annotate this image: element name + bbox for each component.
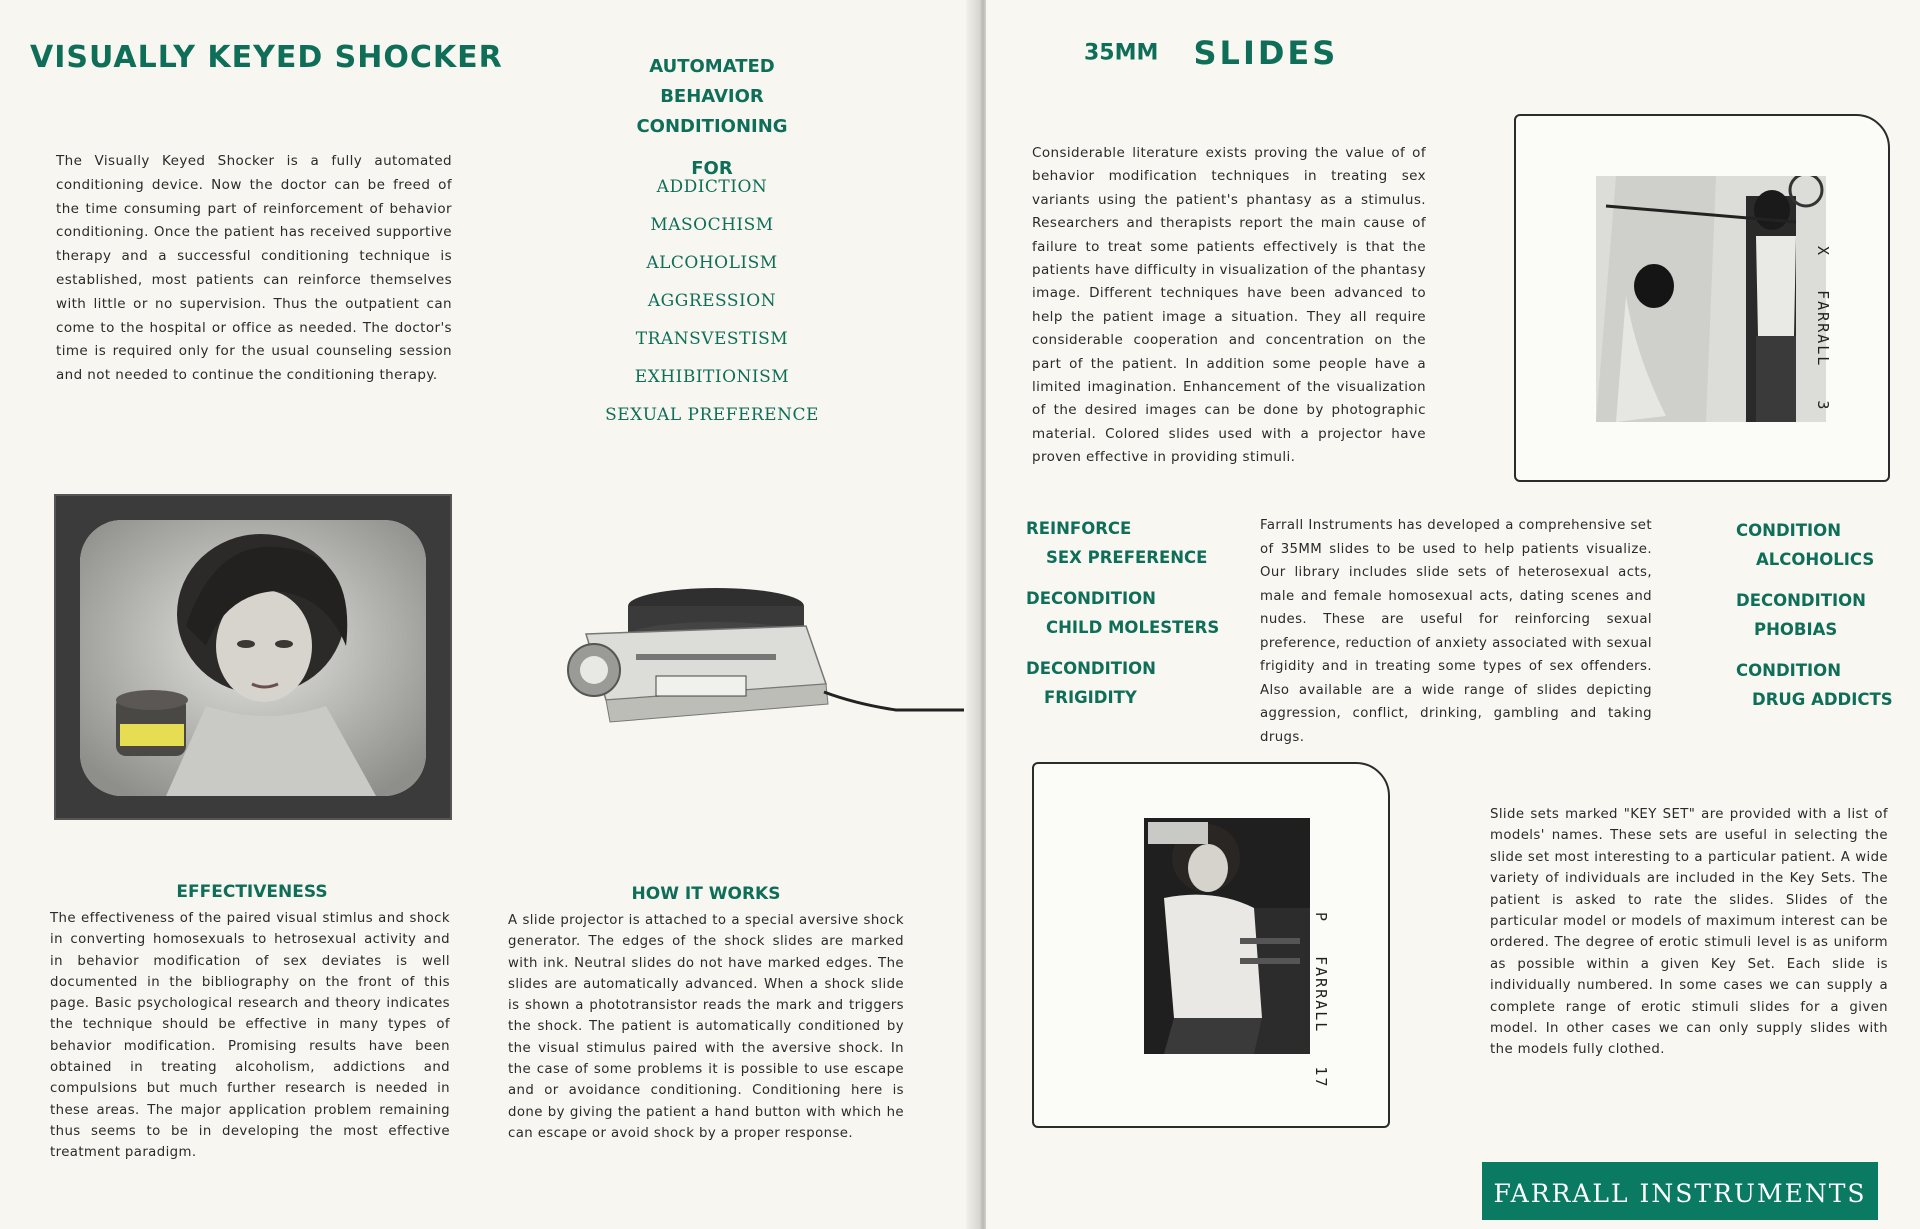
left-page-title: VISUALLY KEYED SHOCKER	[30, 40, 503, 75]
right-page	[986, 0, 1920, 1229]
use-item	[1736, 656, 1916, 714]
uses-right-list	[1736, 516, 1916, 714]
slide-p-frame	[1032, 762, 1390, 1128]
use-item-line2: FRIGIDITY	[1044, 688, 1137, 707]
slide-p-label: P FARRALL 17	[1312, 912, 1330, 1089]
use-item	[1026, 654, 1226, 712]
condition-item: ADDICTION	[656, 177, 768, 197]
how-it-works-paragraph: A slide projector is attached to a special aversive shock generator. The edges of the shock slides are marked with ink. Neutral slides do not have marked edges. The slides are automatically advanced. When a shock slide is shown a phototransistor reads the mark and triggers the shock. The patient is automatically conditioned by the visual stimulus paired with the aversive shock. In the case of some problems it is possible to use escape and or avoidance conditioning. Conditioning here is done by giving the patient a hand button with which he can escape or avoid shock by a proper response.	[508, 913, 904, 1141]
use-item-line1: CONDITION	[1736, 661, 1842, 680]
slide-x-photo	[1596, 176, 1826, 422]
slide-x-frame	[1514, 114, 1890, 482]
use-item-line1: DECONDITION	[1026, 659, 1156, 678]
use-item-line2: CHILD MOLESTERS	[1046, 618, 1220, 637]
farrall-instruments-logo: FARRALL INSTRUMENTS	[1482, 1162, 1878, 1220]
slides-title-big: SLIDES	[1193, 34, 1339, 72]
how-it-works-heading: HOW IT WORKS	[631, 884, 781, 904]
intro-paragraph: The Visually Keyed Shocker is a fully automated conditioning device. Now the doctor can be freed of the time consuming part of reinforcement of behavior conditioning. Once the patient has received supportive therapy and a successful conditioning technique is established, most patients can reinforce themselves with little or no supervision. Thus the outpatient can come to the hospital or office as needed. The doctor's time is required only for the usual counseling session and not needed to continue the conditioning therapy.	[56, 153, 452, 384]
center-heading-line2: BEHAVIOR CONDITIONING	[636, 86, 788, 137]
uses-left-list	[1026, 514, 1226, 712]
use-item-line1: DECONDITION	[1736, 591, 1866, 610]
condition-item: AGGRESSION	[647, 291, 777, 311]
condition-item: MASOCHISM	[650, 215, 774, 235]
use-item-line2: PHOBIAS	[1754, 620, 1838, 639]
library-paragraph: Farrall Instruments has developed a comprehensive set of 35MM slides to be used to help patients visualize. Our library includes slide sets of heterosexual acts, male and female homosexual acts, dating scenes and nudes. These are useful for reinforcing sexual preference, reduction of anxiety associated with sexual frigidity and in treating some types of sex offenders. Also available are a wide range of slides depicting aggression, conflict, drinking, gambling and taking drugs.	[1260, 518, 1652, 745]
use-item	[1736, 516, 1916, 574]
use-item-line2: DRUG ADDICTS	[1752, 690, 1893, 709]
condition-item: SEXUAL PREFERENCE	[605, 405, 819, 425]
slide-x-label: X FARRALL 3	[1814, 246, 1832, 412]
effectiveness-heading: EFFECTIVENESS	[176, 882, 328, 902]
use-item-line1: REINFORCE	[1026, 519, 1132, 538]
tv-screen-photo	[54, 494, 452, 820]
condition-item: EXHIBITIONISM	[634, 367, 790, 387]
use-item	[1736, 586, 1916, 644]
woman-on-screen-image	[56, 496, 450, 818]
use-item-line1: DECONDITION	[1026, 589, 1156, 608]
conditions-list	[582, 168, 842, 434]
center-heading-line1: AUTOMATED	[649, 56, 775, 77]
condition-item: TRANSVESTISM	[635, 329, 789, 349]
center-heading	[592, 52, 832, 184]
slide-p-photo	[1144, 818, 1310, 1054]
slides-intro-paragraph: Considerable literature exists proving the value of of behavior modification techniques in treating sex variants using the patient's phantasy as a stimulus. Researchers and therapists report the main cause of failure to treat some patients effectively is that the patients have difficulty in visualization of the phantasy image. Different techniques have been advanced to help the patient image a situation. They all require considerable cooperation and concentration on the part of the patient. In addition some people have a limited imagination. Enhancement of the visualization of the desired images can be done by photographic material. Colored slides used with a projector have proven effective in providing stimuli.	[1032, 145, 1426, 466]
slides-title	[1084, 34, 1338, 72]
slide-projector-image	[566, 584, 966, 734]
effectiveness-paragraph: The effectiveness of the paired visual stimlus and shock in converting homosexuals to hetrosexual activity and in behavior modification of sex deviates is well documented in the bibliography on the front of this page. Basic psychological research and theory indicates the technique should be effective in many types of behavior modification. Promising results have been obtained in treating alcoholism, addictions and compulsions but much further research is needed in these areas. The major application problem remaining thus seems to be in developing the most effective treatment paradigm.	[50, 911, 450, 1161]
condition-item: ALCOHOLISM	[646, 253, 778, 273]
use-item-line2: ALCOHOLICS	[1756, 550, 1875, 569]
use-item-line1: CONDITION	[1736, 521, 1842, 540]
use-item	[1026, 514, 1226, 572]
center-heading-for: FOR	[691, 158, 733, 179]
slide-projector-photo	[566, 584, 966, 734]
use-item	[1026, 584, 1226, 642]
use-item-line2: SEX PREFERENCE	[1046, 548, 1208, 567]
keyset-paragraph: Slide sets marked "KEY SET" are provided with a list of models' names. These sets are useful in selecting the slide set most interesting to a particular patient. A wide variety of individuals are included in the Key Sets. The patient is asked to rate the slides. Slides of the particular model or models of maximum interest can be ordered. The degree of erotic stimuli level is as uniform as possible within a given Key Set. Each slide is individually numbered. In some cases we can supply a complete range of erotic stimuli slides for a given model. In other cases we can only supply slides with the models fully clothed.	[1490, 807, 1888, 1058]
slides-title-small: 35MM	[1084, 40, 1159, 66]
